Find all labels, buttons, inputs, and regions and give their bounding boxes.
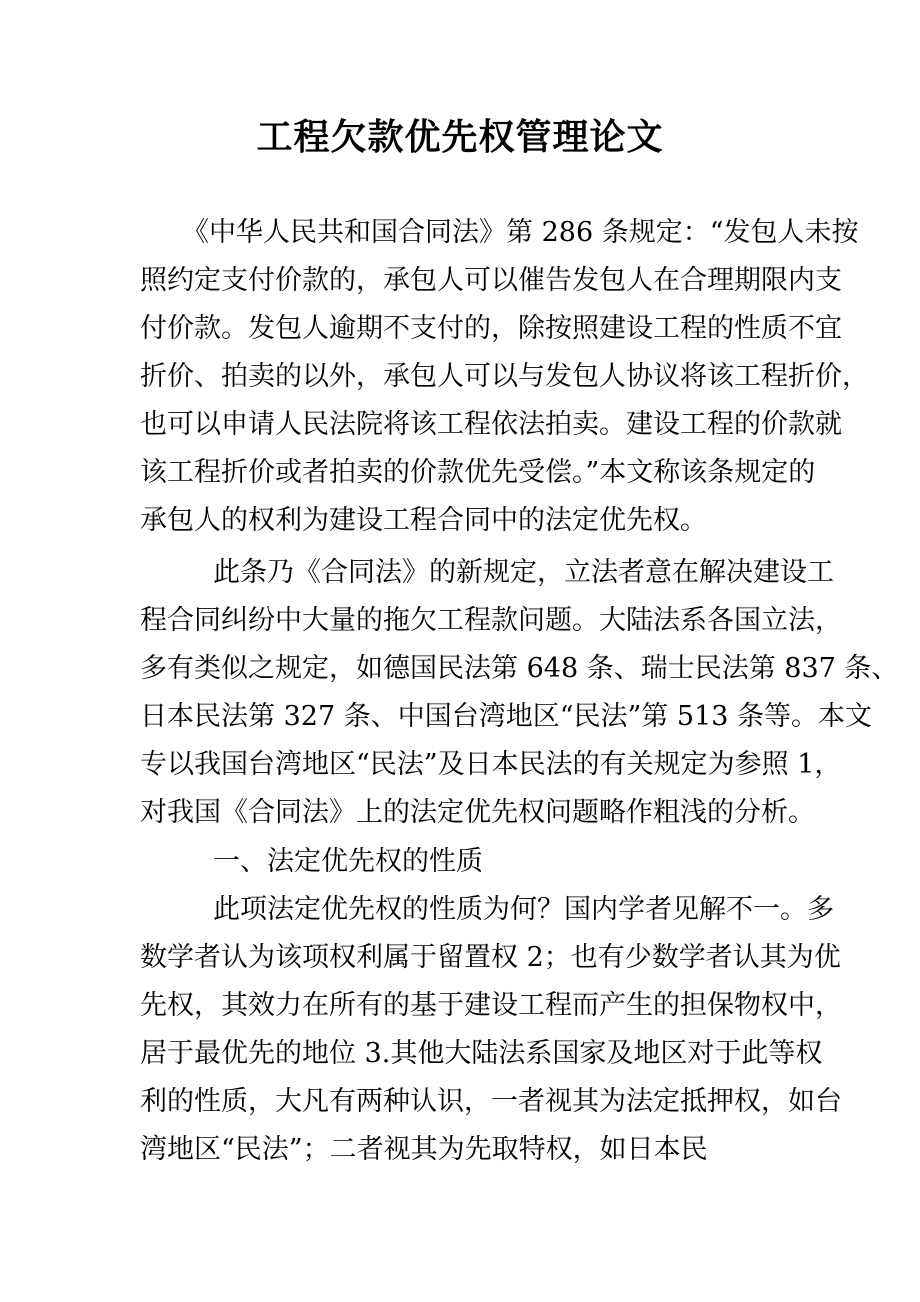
text-line: 折价、拍卖的以外，承包人可以与发包人协议将该工程折价， [140, 361, 869, 392]
text-line: 日本民法第 327 条、中国台湾地区“民法”第 513 条等。本文 [140, 701, 873, 732]
text-line: 也可以申请人民法院将该工程依法拍卖。建设工程的价款就 [140, 409, 842, 440]
text-line: 居于最优先的地位 3.其他大陆法系国家及地区对于此等权 [140, 1038, 823, 1069]
text-line: 付价款。发包人逾期不支付的，除按照建设工程的性质不宜 [140, 313, 842, 344]
text-line: 承包人的权利为建设工程合同中的法定优先权。 [140, 505, 707, 536]
text-line: 程合同纠纷中大量的拖欠工程款问题。大陆法系各国立法， [140, 605, 842, 636]
text-line: 湾地区“民法”；二者视其为先取特权，如日本民 [140, 1134, 708, 1165]
section-heading: 一、法定优先权的性质 [213, 846, 483, 877]
text-line: 《中华人民共和国合同法》第 286 条规定：“发包人未按 [182, 217, 859, 248]
document-title: 工程欠款优先权管理论文 [256, 116, 664, 158]
text-line: 对我国《合同法》上的法定优先权问题略作粗浅的分析。 [140, 797, 815, 828]
text-line: 此条乃《合同法》的新规定，立法者意在解决建设工 [213, 557, 834, 588]
text-line: 专以我国台湾地区“民法”及日本民法的有关规定为参照 1， [140, 749, 842, 780]
text-line: 照约定支付价款的，承包人可以催告发包人在合理期限内支 [140, 265, 842, 296]
text-line: 此项法定优先权的性质为何？国内学者见解不一。多 [213, 894, 834, 925]
text-line: 先权，其效力在所有的基于建设工程而产生的担保物权中， [140, 990, 842, 1021]
text-line: 多有类似之规定，如德国民法第 648 条、瑞士民法第 837 条、 [140, 653, 899, 684]
text-line: 利的性质，大凡有两种认识，一者视其为法定抵押权，如台 [140, 1086, 842, 1117]
text-line: 该工程折价或者拍卖的价款优先受偿。”本文称该条规定的 [140, 457, 816, 488]
text-line: 数学者认为该项权利属于留置权 2；也有少数学者认其为优 [140, 942, 841, 973]
